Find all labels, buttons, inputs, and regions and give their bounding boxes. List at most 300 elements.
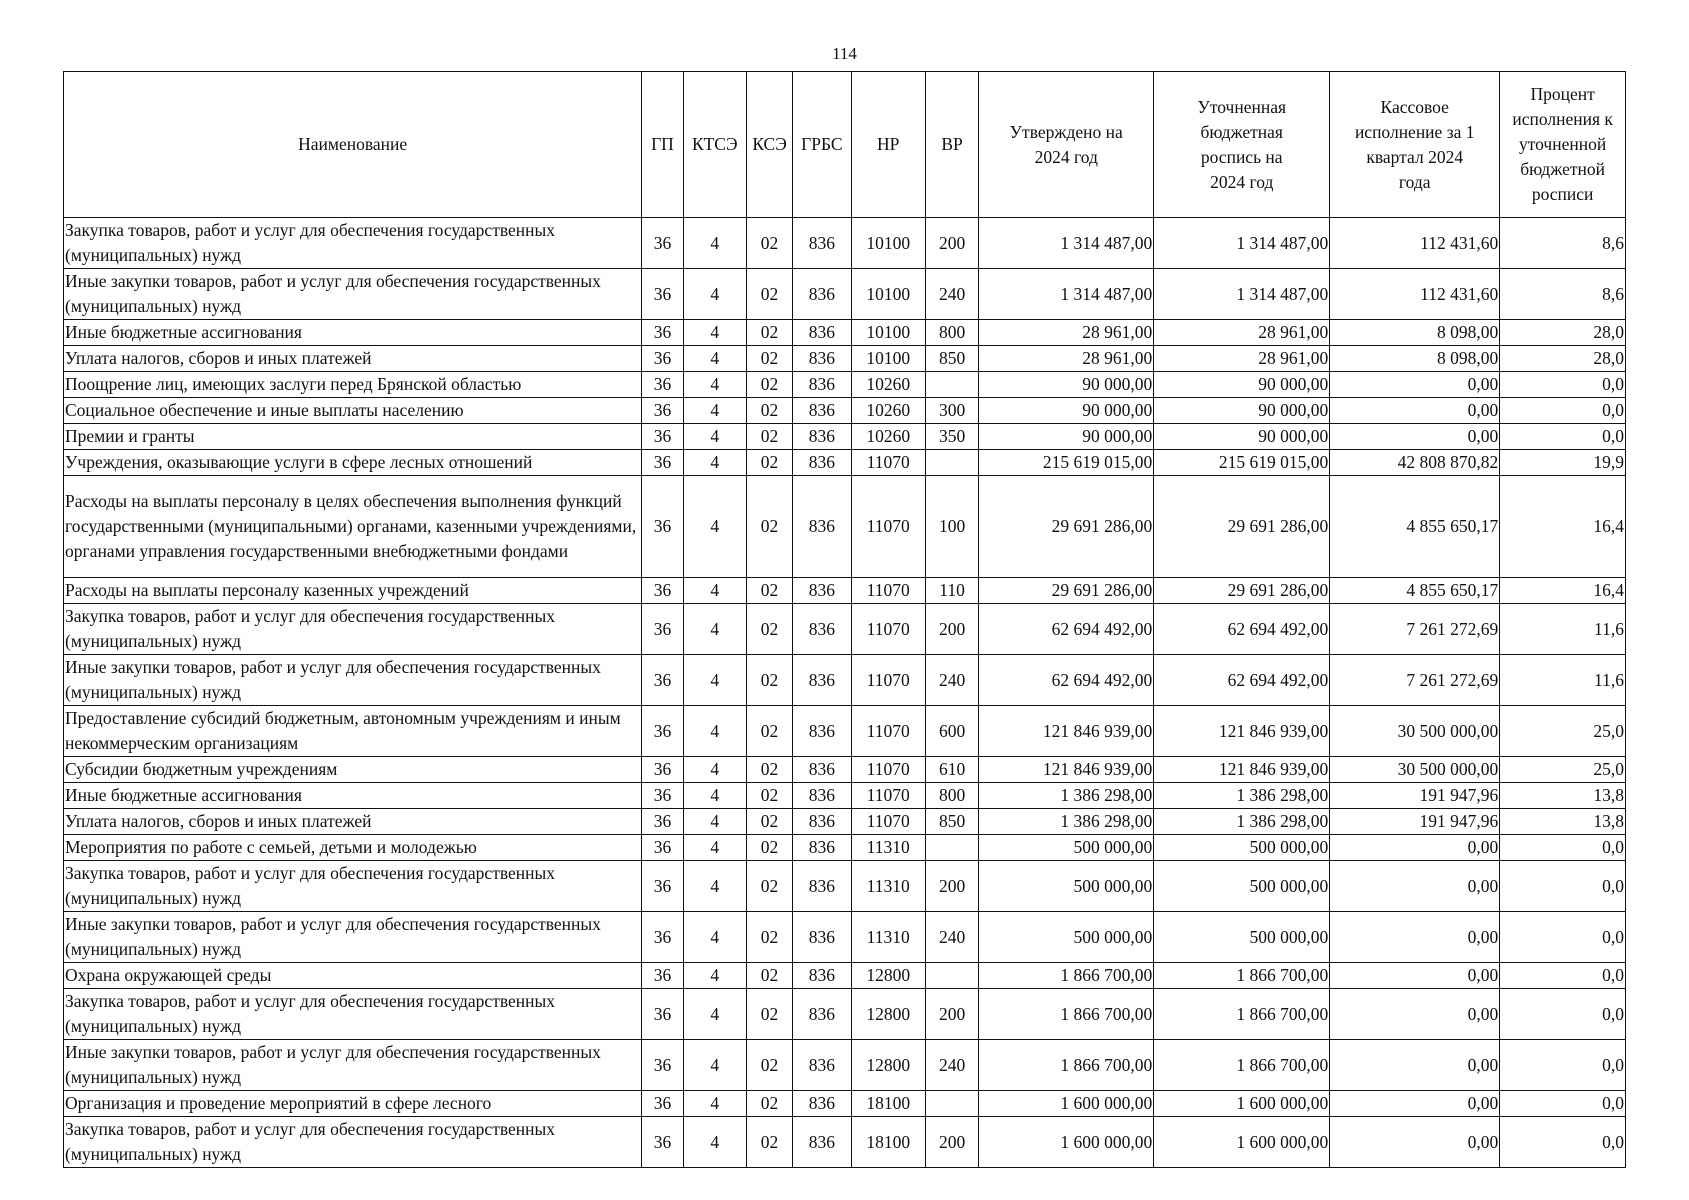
cell-grbs: 836 <box>793 706 851 757</box>
cell-vr: 100 <box>925 476 978 578</box>
cell-approved: 28 961,00 <box>979 346 1154 372</box>
cell-gp: 36 <box>642 757 683 783</box>
cell-np: 11070 <box>851 450 925 476</box>
cell-grbs: 836 <box>793 1040 851 1091</box>
cell-approved: 1 866 700,00 <box>979 989 1154 1040</box>
cell-grbs: 836 <box>793 372 851 398</box>
cell-kse: 02 <box>746 835 792 861</box>
cell-name: Расходы на выплаты персоналу казенных учреждений <box>64 578 642 604</box>
cell-vr: 200 <box>925 861 978 912</box>
cell-ktse: 4 <box>683 835 746 861</box>
cell-refined: 28 961,00 <box>1154 346 1330 372</box>
cell-kse: 02 <box>746 861 792 912</box>
cell-gp: 36 <box>642 783 683 809</box>
cell-vr <box>925 963 978 989</box>
header-gp: ГП <box>642 72 683 218</box>
cell-ktse: 4 <box>683 1117 746 1168</box>
cell-approved: 1 866 700,00 <box>979 963 1154 989</box>
cell-percent: 0,0 <box>1500 989 1626 1040</box>
cell-grbs: 836 <box>793 604 851 655</box>
cell-vr: 200 <box>925 1117 978 1168</box>
cell-refined: 29 691 286,00 <box>1154 578 1330 604</box>
cell-approved: 28 961,00 <box>979 320 1154 346</box>
cell-grbs: 836 <box>793 655 851 706</box>
cell-ktse: 4 <box>683 476 746 578</box>
cell-np: 11070 <box>851 655 925 706</box>
cell-percent: 13,8 <box>1500 809 1626 835</box>
cell-np: 10100 <box>851 269 925 320</box>
cell-vr: 800 <box>925 320 978 346</box>
cell-ktse: 4 <box>683 269 746 320</box>
cell-kse: 02 <box>746 424 792 450</box>
cell-np: 12800 <box>851 963 925 989</box>
cell-np: 11310 <box>851 861 925 912</box>
cell-kse: 02 <box>746 604 792 655</box>
cell-name: Иные закупки товаров, работ и услуг для обеспечения государственных (муниципальных) нужд <box>64 269 642 320</box>
cell-refined: 1 600 000,00 <box>1154 1091 1330 1117</box>
cell-np: 11070 <box>851 604 925 655</box>
cell-name: Иные бюджетные ассигнования <box>64 320 642 346</box>
cell-cash: 0,00 <box>1330 1091 1500 1117</box>
cell-percent: 11,6 <box>1500 655 1626 706</box>
cell-approved: 1 600 000,00 <box>979 1117 1154 1168</box>
cell-name: Закупка товаров, работ и услуг для обеспечения государственных (муниципальных) нужд <box>64 604 642 655</box>
cell-vr: 600 <box>925 706 978 757</box>
cell-ktse: 4 <box>683 320 746 346</box>
cell-grbs: 836 <box>793 757 851 783</box>
cell-refined: 500 000,00 <box>1154 835 1330 861</box>
cell-cash: 7 261 272,69 <box>1330 655 1500 706</box>
cell-refined: 1 866 700,00 <box>1154 963 1330 989</box>
cell-grbs: 836 <box>793 424 851 450</box>
header-kse: КСЭ <box>746 72 792 218</box>
cell-vr <box>925 450 978 476</box>
cell-cash: 191 947,96 <box>1330 809 1500 835</box>
cell-approved: 1 866 700,00 <box>979 1040 1154 1091</box>
cell-kse: 02 <box>746 809 792 835</box>
cell-vr: 300 <box>925 398 978 424</box>
cell-gp: 36 <box>642 346 683 372</box>
cell-name: Предоставление субсидий бюджетным, автономным учреждениям и иным некоммерческим организациям <box>64 706 642 757</box>
cell-name: Расходы на выплаты персоналу в целях обеспечения выполнения функций государственными (муниципальными) органами, казенными учреждениями, органами управления государственными внебюджетными фондами <box>64 476 642 578</box>
header-name: Наименование <box>64 72 642 218</box>
cell-cash: 0,00 <box>1330 1040 1500 1091</box>
cell-percent: 0,0 <box>1500 1117 1626 1168</box>
cell-refined: 1 314 487,00 <box>1154 218 1330 269</box>
cell-name: Закупка товаров, работ и услуг для обеспечения государственных (муниципальных) нужд <box>64 989 642 1040</box>
cell-approved: 500 000,00 <box>979 835 1154 861</box>
cell-gp: 36 <box>642 578 683 604</box>
table-row <box>64 963 1626 989</box>
cell-gp: 36 <box>642 706 683 757</box>
cell-np: 11310 <box>851 912 925 963</box>
cell-approved: 1 600 000,00 <box>979 1091 1154 1117</box>
cell-kse: 02 <box>746 398 792 424</box>
cell-refined: 62 694 492,00 <box>1154 604 1330 655</box>
cell-grbs: 836 <box>793 1091 851 1117</box>
cell-ktse: 4 <box>683 1040 746 1091</box>
cell-vr <box>925 1091 978 1117</box>
cell-percent: 0,0 <box>1500 372 1626 398</box>
cell-gp: 36 <box>642 1091 683 1117</box>
cell-gp: 36 <box>642 269 683 320</box>
table-row <box>64 578 1626 604</box>
cell-vr: 610 <box>925 757 978 783</box>
cell-vr: 240 <box>925 1040 978 1091</box>
cell-name: Закупка товаров, работ и услуг для обеспечения государственных (муниципальных) нужд <box>64 218 642 269</box>
cell-name: Поощрение лиц, имеющих заслуги перед Брянской областью <box>64 372 642 398</box>
cell-kse: 02 <box>746 372 792 398</box>
cell-np: 10100 <box>851 320 925 346</box>
cell-cash: 112 431,60 <box>1330 269 1500 320</box>
cell-percent: 28,0 <box>1500 346 1626 372</box>
table-row <box>64 861 1626 912</box>
cell-percent: 0,0 <box>1500 963 1626 989</box>
cell-np: 18100 <box>851 1117 925 1168</box>
table-row <box>64 809 1626 835</box>
table-row <box>64 1091 1626 1117</box>
cell-gp: 36 <box>642 963 683 989</box>
cell-cash: 0,00 <box>1330 989 1500 1040</box>
table-row <box>64 269 1626 320</box>
cell-grbs: 836 <box>793 963 851 989</box>
cell-gp: 36 <box>642 1117 683 1168</box>
cell-ktse: 4 <box>683 655 746 706</box>
cell-np: 18100 <box>851 1091 925 1117</box>
cell-approved: 90 000,00 <box>979 372 1154 398</box>
cell-ktse: 4 <box>683 912 746 963</box>
cell-vr: 200 <box>925 989 978 1040</box>
cell-ktse: 4 <box>683 706 746 757</box>
table-row <box>64 989 1626 1040</box>
cell-ktse: 4 <box>683 398 746 424</box>
cell-name: Охрана окружающей среды <box>64 963 642 989</box>
cell-refined: 28 961,00 <box>1154 320 1330 346</box>
cell-kse: 02 <box>746 912 792 963</box>
cell-gp: 36 <box>642 655 683 706</box>
cell-ktse: 4 <box>683 963 746 989</box>
cell-percent: 0,0 <box>1500 424 1626 450</box>
cell-np: 10100 <box>851 346 925 372</box>
cell-approved: 500 000,00 <box>979 912 1154 963</box>
cell-cash: 0,00 <box>1330 1117 1500 1168</box>
cell-np: 11070 <box>851 809 925 835</box>
cell-grbs: 836 <box>793 861 851 912</box>
cell-ktse: 4 <box>683 1091 746 1117</box>
cell-cash: 4 855 650,17 <box>1330 476 1500 578</box>
cell-approved: 215 619 015,00 <box>979 450 1154 476</box>
cell-name: Иные закупки товаров, работ и услуг для обеспечения государственных (муниципальных) нужд <box>64 655 642 706</box>
cell-cash: 0,00 <box>1330 835 1500 861</box>
cell-grbs: 836 <box>793 346 851 372</box>
cell-percent: 16,4 <box>1500 476 1626 578</box>
cell-kse: 02 <box>746 706 792 757</box>
cell-np: 10260 <box>851 398 925 424</box>
table-row <box>64 1040 1626 1091</box>
cell-name: Уплата налогов, сборов и иных платежей <box>64 346 642 372</box>
cell-vr: 110 <box>925 578 978 604</box>
cell-approved: 121 846 939,00 <box>979 757 1154 783</box>
cell-refined: 1 386 298,00 <box>1154 783 1330 809</box>
cell-approved: 90 000,00 <box>979 424 1154 450</box>
table-row <box>64 783 1626 809</box>
cell-refined: 90 000,00 <box>1154 398 1330 424</box>
cell-ktse: 4 <box>683 424 746 450</box>
cell-kse: 02 <box>746 578 792 604</box>
cell-np: 11310 <box>851 835 925 861</box>
header-approved: Утверждено на 2024 год <box>979 72 1154 218</box>
cell-approved: 121 846 939,00 <box>979 706 1154 757</box>
cell-cash: 112 431,60 <box>1330 218 1500 269</box>
cell-vr <box>925 372 978 398</box>
cell-vr: 850 <box>925 346 978 372</box>
cell-grbs: 836 <box>793 912 851 963</box>
table-row <box>64 604 1626 655</box>
table-row <box>64 912 1626 963</box>
cell-kse: 02 <box>746 346 792 372</box>
table-row <box>64 476 1626 578</box>
cell-cash: 0,00 <box>1330 963 1500 989</box>
cell-gp: 36 <box>642 912 683 963</box>
cell-grbs: 836 <box>793 476 851 578</box>
cell-grbs: 836 <box>793 450 851 476</box>
cell-approved: 29 691 286,00 <box>979 476 1154 578</box>
cell-np: 10260 <box>851 372 925 398</box>
cell-cash: 4 855 650,17 <box>1330 578 1500 604</box>
cell-kse: 02 <box>746 269 792 320</box>
cell-gp: 36 <box>642 398 683 424</box>
cell-kse: 02 <box>746 655 792 706</box>
cell-vr: 240 <box>925 912 978 963</box>
cell-ktse: 4 <box>683 989 746 1040</box>
cell-gp: 36 <box>642 861 683 912</box>
cell-percent: 0,0 <box>1500 861 1626 912</box>
budget-table <box>63 71 1626 1168</box>
table-row <box>64 372 1626 398</box>
cell-gp: 36 <box>642 476 683 578</box>
cell-cash: 30 500 000,00 <box>1330 757 1500 783</box>
cell-gp: 36 <box>642 989 683 1040</box>
cell-refined: 215 619 015,00 <box>1154 450 1330 476</box>
cell-approved: 62 694 492,00 <box>979 655 1154 706</box>
cell-percent: 25,0 <box>1500 706 1626 757</box>
cell-cash: 0,00 <box>1330 912 1500 963</box>
cell-kse: 02 <box>746 783 792 809</box>
cell-gp: 36 <box>642 450 683 476</box>
cell-kse: 02 <box>746 1091 792 1117</box>
cell-np: 12800 <box>851 989 925 1040</box>
cell-kse: 02 <box>746 218 792 269</box>
header-np: НР <box>851 72 925 218</box>
header-grbs: ГРБС <box>793 72 851 218</box>
table-row <box>64 655 1626 706</box>
cell-np: 10260 <box>851 424 925 450</box>
cell-ktse: 4 <box>683 861 746 912</box>
header-cash: Кассовое исполнение за 1 квартал 2024 года <box>1330 72 1500 218</box>
cell-name: Иные закупки товаров, работ и услуг для обеспечения государственных (муниципальных) нужд <box>64 1040 642 1091</box>
cell-gp: 36 <box>642 809 683 835</box>
cell-cash: 7 261 272,69 <box>1330 604 1500 655</box>
table-body <box>64 218 1626 1168</box>
cell-grbs: 836 <box>793 320 851 346</box>
cell-vr: 240 <box>925 655 978 706</box>
cell-name: Иные закупки товаров, работ и услуг для обеспечения государственных (муниципальных) нужд <box>64 912 642 963</box>
cell-ktse: 4 <box>683 346 746 372</box>
cell-cash: 0,00 <box>1330 861 1500 912</box>
header-ktse: КТСЭ <box>683 72 746 218</box>
cell-approved: 1 314 487,00 <box>979 269 1154 320</box>
table-row <box>64 218 1626 269</box>
cell-name: Учреждения, оказывающие услуги в сфере лесных отношений <box>64 450 642 476</box>
cell-cash: 42 808 870,82 <box>1330 450 1500 476</box>
cell-np: 11070 <box>851 476 925 578</box>
cell-kse: 02 <box>746 1117 792 1168</box>
cell-grbs: 836 <box>793 398 851 424</box>
cell-refined: 29 691 286,00 <box>1154 476 1330 578</box>
cell-vr: 800 <box>925 783 978 809</box>
table-row <box>64 757 1626 783</box>
cell-refined: 121 846 939,00 <box>1154 757 1330 783</box>
cell-percent: 8,6 <box>1500 269 1626 320</box>
table-row <box>64 1117 1626 1168</box>
cell-gp: 36 <box>642 1040 683 1091</box>
cell-name: Иные бюджетные ассигнования <box>64 783 642 809</box>
cell-cash: 0,00 <box>1330 372 1500 398</box>
cell-vr: 850 <box>925 809 978 835</box>
cell-percent: 11,6 <box>1500 604 1626 655</box>
cell-ktse: 4 <box>683 604 746 655</box>
cell-grbs: 836 <box>793 809 851 835</box>
table-row <box>64 450 1626 476</box>
cell-gp: 36 <box>642 835 683 861</box>
cell-gp: 36 <box>642 320 683 346</box>
cell-name: Организация и проведение мероприятий в сфере лесного <box>64 1091 642 1117</box>
cell-percent: 0,0 <box>1500 398 1626 424</box>
cell-refined: 1 866 700,00 <box>1154 989 1330 1040</box>
cell-cash: 30 500 000,00 <box>1330 706 1500 757</box>
cell-percent: 8,6 <box>1500 218 1626 269</box>
table-row <box>64 320 1626 346</box>
cell-refined: 62 694 492,00 <box>1154 655 1330 706</box>
cell-percent: 0,0 <box>1500 1040 1626 1091</box>
cell-name: Уплата налогов, сборов и иных платежей <box>64 809 642 835</box>
cell-vr: 240 <box>925 269 978 320</box>
cell-np: 11070 <box>851 757 925 783</box>
header-row <box>64 72 1626 218</box>
cell-refined: 1 866 700,00 <box>1154 1040 1330 1091</box>
cell-kse: 02 <box>746 963 792 989</box>
cell-refined: 90 000,00 <box>1154 372 1330 398</box>
cell-name: Закупка товаров, работ и услуг для обеспечения государственных (муниципальных) нужд <box>64 1117 642 1168</box>
cell-np: 11070 <box>851 783 925 809</box>
cell-grbs: 836 <box>793 835 851 861</box>
cell-percent: 13,8 <box>1500 783 1626 809</box>
cell-cash: 8 098,00 <box>1330 320 1500 346</box>
cell-name: Социальное обеспечение и иные выплаты населению <box>64 398 642 424</box>
table-row <box>64 346 1626 372</box>
table-row <box>64 424 1626 450</box>
cell-vr: 200 <box>925 604 978 655</box>
cell-cash: 191 947,96 <box>1330 783 1500 809</box>
cell-percent: 0,0 <box>1500 1091 1626 1117</box>
cell-vr: 350 <box>925 424 978 450</box>
cell-approved: 29 691 286,00 <box>979 578 1154 604</box>
cell-approved: 500 000,00 <box>979 861 1154 912</box>
cell-grbs: 836 <box>793 1117 851 1168</box>
cell-name: Премии и гранты <box>64 424 642 450</box>
cell-approved: 1 314 487,00 <box>979 218 1154 269</box>
table-row <box>64 835 1626 861</box>
table-row <box>64 398 1626 424</box>
cell-gp: 36 <box>642 372 683 398</box>
cell-grbs: 836 <box>793 578 851 604</box>
cell-np: 11070 <box>851 578 925 604</box>
cell-grbs: 836 <box>793 783 851 809</box>
cell-kse: 02 <box>746 757 792 783</box>
cell-name: Мероприятия по работе с семьей, детьми и молодежью <box>64 835 642 861</box>
cell-grbs: 836 <box>793 269 851 320</box>
cell-ktse: 4 <box>683 450 746 476</box>
cell-approved: 62 694 492,00 <box>979 604 1154 655</box>
cell-ktse: 4 <box>683 809 746 835</box>
cell-ktse: 4 <box>683 218 746 269</box>
header-refined: Уточненная бюджетная роспись на 2024 год <box>1154 72 1330 218</box>
cell-percent: 0,0 <box>1500 835 1626 861</box>
cell-grbs: 836 <box>793 218 851 269</box>
cell-approved: 90 000,00 <box>979 398 1154 424</box>
cell-kse: 02 <box>746 320 792 346</box>
cell-refined: 121 846 939,00 <box>1154 706 1330 757</box>
cell-percent: 16,4 <box>1500 578 1626 604</box>
cell-refined: 500 000,00 <box>1154 861 1330 912</box>
cell-name: Субсидии бюджетным учреждениям <box>64 757 642 783</box>
cell-np: 11070 <box>851 706 925 757</box>
cell-ktse: 4 <box>683 783 746 809</box>
cell-ktse: 4 <box>683 578 746 604</box>
table-row <box>64 706 1626 757</box>
cell-percent: 25,0 <box>1500 757 1626 783</box>
cell-cash: 0,00 <box>1330 424 1500 450</box>
cell-name: Закупка товаров, работ и услуг для обеспечения государственных (муниципальных) нужд <box>64 861 642 912</box>
cell-gp: 36 <box>642 424 683 450</box>
cell-kse: 02 <box>746 989 792 1040</box>
cell-refined: 1 314 487,00 <box>1154 269 1330 320</box>
cell-gp: 36 <box>642 218 683 269</box>
header-percent: Процент исполнения к уточненной бюджетной росписи <box>1500 72 1626 218</box>
cell-refined: 1 600 000,00 <box>1154 1117 1330 1168</box>
cell-vr: 200 <box>925 218 978 269</box>
cell-grbs: 836 <box>793 989 851 1040</box>
cell-approved: 1 386 298,00 <box>979 783 1154 809</box>
cell-kse: 02 <box>746 1040 792 1091</box>
cell-gp: 36 <box>642 604 683 655</box>
cell-kse: 02 <box>746 450 792 476</box>
cell-refined: 90 000,00 <box>1154 424 1330 450</box>
cell-approved: 1 386 298,00 <box>979 809 1154 835</box>
cell-refined: 1 386 298,00 <box>1154 809 1330 835</box>
cell-np: 10100 <box>851 218 925 269</box>
cell-vr <box>925 835 978 861</box>
cell-cash: 0,00 <box>1330 398 1500 424</box>
cell-percent: 0,0 <box>1500 912 1626 963</box>
cell-np: 12800 <box>851 1040 925 1091</box>
page-number: 114 <box>832 44 857 63</box>
cell-ktse: 4 <box>683 757 746 783</box>
cell-refined: 500 000,00 <box>1154 912 1330 963</box>
cell-ktse: 4 <box>683 372 746 398</box>
cell-cash: 8 098,00 <box>1330 346 1500 372</box>
cell-kse: 02 <box>746 476 792 578</box>
